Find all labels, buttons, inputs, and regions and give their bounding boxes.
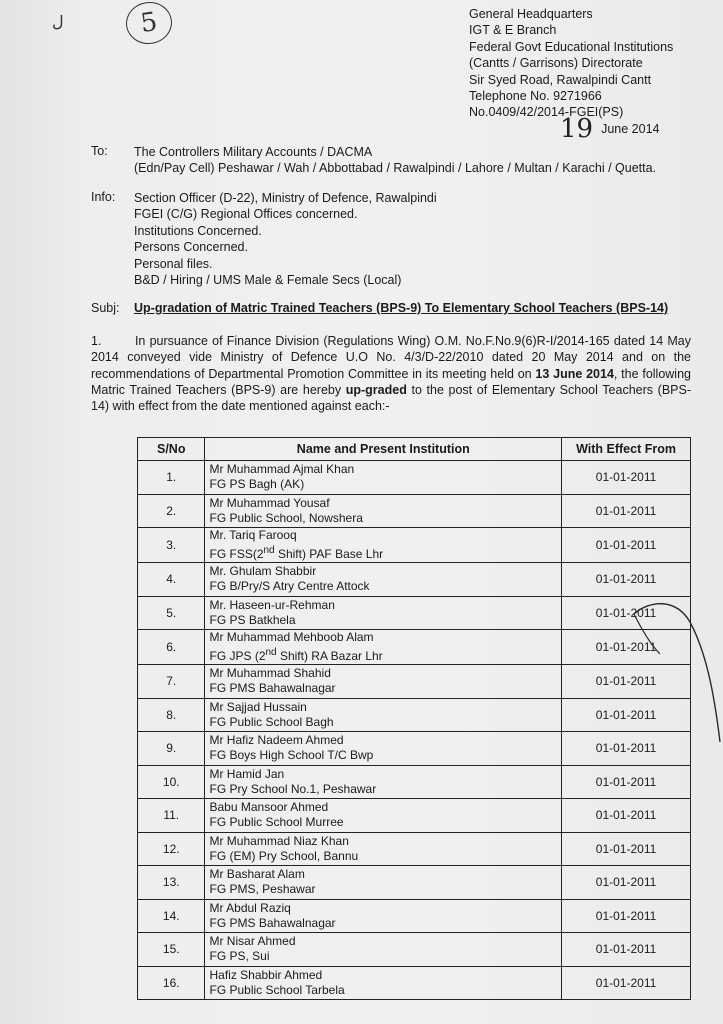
paragraph-text: In pursuance of Finance Division (Regulations Wing) O.M. No.F.No.9(6)R-I/2014-165 dated 14 May 2014 conveyed vide Ministry of Defence U.O No. 4/3/D-22/2010 dated 20 May 2014 and on the recommendations of Departmental Promotion Committee in its meeting held on [91,334,691,381]
table-row [138,596,691,630]
institution: FG JPS (2nd Shift) RA Bazar Lhr [209,647,383,663]
row-effect-date: 01-01-2011 [562,563,691,597]
row-sno: 1. [138,461,205,495]
institution: FG PS Batkhela [209,612,296,627]
letterhead-line: IGT & E Branch [469,23,557,38]
institution: FG PS Bagh (AK) [209,477,305,492]
row-name-institution [205,966,562,1000]
info-line: Personal files. [134,256,213,271]
institution: FG PMS Bahawalnagar [209,681,336,696]
row-effect-date: 01-01-2011 [562,665,691,699]
row-sno: 5. [138,596,205,630]
institution: FG Public School Murree [209,815,344,830]
teacher-name: Mr Sajjad Hussain [209,699,307,714]
paragraph-text: , the following Matric Trained Teachers (BPS-9) are hereby [91,366,691,397]
table-row [138,528,691,563]
row-sno: 2. [138,494,205,528]
row-sno: 13. [138,866,205,900]
paragraph-number: 1. [91,334,102,348]
row-name-institution [205,866,562,900]
teacher-name: Mr. Ghulam Shabbir [209,564,317,579]
row-effect-date: 01-01-2011 [562,966,691,1000]
row-name-institution [205,596,562,630]
header-sno: S/No [138,438,205,461]
row-sno: 9. [138,732,205,766]
to-line: (Edn/Pay Cell) Peshawar / Wah / Abbottabad / Rawalpindi / Lahore / Multan / Karachi / Quetta. [134,161,657,176]
row-name-institution [205,528,562,563]
table-row [138,899,691,933]
subject-label: Subj: [91,301,120,315]
table-row [138,461,691,495]
to-line: The Controllers Military Accounts / DACMA [134,145,373,159]
row-name-institution [205,799,562,833]
row-name-institution [205,563,562,597]
teacher-name: Mr Muhammad Mehboob Alam [209,630,374,644]
row-sno: 7. [138,665,205,699]
teacher-name: Mr Hafiz Nadeem Ahmed [209,733,344,748]
row-effect-date: 01-01-2011 [562,494,691,528]
row-sno: 8. [138,698,205,732]
row-sno: 12. [138,832,205,866]
paragraph-text: to the post of Elementary School Teachers (BPS-14) with effect from the date mentioned against each:- [91,382,691,414]
handwritten-scribble: ل [52,14,64,31]
teacher-name: Mr Abdul Raziq [209,900,291,915]
institution: FG Pry School No.1, Peshawar [209,781,377,796]
teacher-name: Mr. Haseen-ur-Rehman [209,597,335,612]
row-effect-date: 01-01-2011 [562,596,691,630]
teacher-name: Mr Muhammad Niaz Khan [209,833,349,848]
upgraded-word: up-graded [345,382,407,397]
row-sno: 15. [138,933,205,967]
institution: FG PMS Bahawalnagar [209,915,336,930]
row-sno: 10. [138,765,205,799]
institution: FG Boys High School T/C Bwp [209,748,374,763]
subject-text: Up-gradation of Matric Trained Teachers (BPS-9) To Elementary School Teachers (BPS-14) [134,301,669,315]
teacher-name: Mr Muhammad Ajmal Khan [209,462,355,477]
table-row [138,832,691,866]
header-name: Name and Present Institution [205,438,562,461]
institution: FG PS, Sui [209,949,270,964]
info-line: B&D / Hiring / UMS Male & Female Secs (Local) [134,273,402,288]
info-line: Institutions Concerned. [134,223,262,238]
row-effect-date: 01-01-2011 [562,528,691,563]
letterhead-line: Federal Govt Educational Institutions [469,39,674,54]
table-row [138,732,691,766]
teacher-name: Mr Muhammad Yousaf [209,495,330,510]
row-sno: 11. [138,799,205,833]
table-header-row [138,438,691,461]
row-sno: 3. [138,528,205,563]
row-name-institution [205,933,562,967]
institution: FG Public School Bagh [209,714,334,729]
row-effect-date: 01-01-2011 [562,899,691,933]
table-row [138,765,691,799]
handwritten-pen-stroke [628,596,723,746]
table-row [138,799,691,833]
row-effect-date: 01-01-2011 [562,732,691,766]
table-row [138,933,691,967]
teacher-name: Mr. Tariq Farooq [209,528,297,542]
row-effect-date: 01-01-2011 [562,933,691,967]
teacher-name: Babu Mansoor Ahmed [209,800,329,815]
teachers-table [137,437,691,1000]
info-recipients [134,190,437,288]
table-row [138,966,691,1000]
institution: FG Public School, Nowshera [209,510,363,525]
info-label: Info: [91,190,116,204]
body-paragraph [91,333,691,414]
row-effect-date: 01-01-2011 [562,832,691,866]
institution: FG Public School Tarbela [209,982,345,997]
teacher-name: Mr Muhammad Shahid [209,666,331,681]
teacher-name: Mr Basharat Alam [209,867,305,882]
letterhead-line: Sir Syed Road, Rawalpindi Cantt [469,72,652,87]
institution: FG B/Pry/S Atry Centre Attock [209,579,370,594]
to-addressee [134,144,656,177]
circled-page-number: 5 [123,0,174,47]
info-line: Section Officer (D-22), Ministry of Defence, Rawalpindi [134,191,437,205]
letterhead-line: General Headquarters [469,7,593,21]
teacher-name: Hafiz Shabbir Ahmed [209,967,323,982]
row-name-institution [205,494,562,528]
row-name-institution [205,665,562,699]
row-name-institution [205,630,562,665]
handwritten-day: 19 [560,114,594,144]
to-label: To: [91,144,108,158]
table-row [138,494,691,528]
table-row [138,698,691,732]
table-row [138,630,691,665]
meeting-date: 13 June 2014 [535,366,614,381]
letterhead-line: Telephone No. 9271966 [469,89,602,104]
row-effect-date: 01-01-2011 [562,765,691,799]
row-sno: 14. [138,899,205,933]
row-effect-date: 01-01-2011 [562,461,691,495]
institution: FG (EM) Pry School, Bannu [209,848,359,863]
row-effect-date: 01-01-2011 [562,698,691,732]
row-name-institution [205,832,562,866]
table-row [138,866,691,900]
teacher-name: Mr Nisar Ahmed [209,934,296,949]
letterhead-line: (Cantts / Garrisons) Directorate [469,56,643,71]
table-row [138,665,691,699]
row-name-institution [205,732,562,766]
row-sno: 4. [138,563,205,597]
row-effect-date: 01-01-2011 [562,630,691,665]
info-line: Persons Concerned. [134,240,248,255]
reference-number: No.0409/42/2014-FGEI(PS) [469,105,624,120]
row-name-institution [205,461,562,495]
row-effect-date: 01-01-2011 [562,866,691,900]
row-name-institution [205,899,562,933]
row-name-institution [205,698,562,732]
row-effect-date: 01-01-2011 [562,799,691,833]
institution: FG FSS(2nd Shift) PAF Base Lhr [209,545,384,561]
row-sno: 6. [138,630,205,665]
teacher-name: Mr Hamid Jan [209,766,285,781]
table-row [138,563,691,597]
info-line: FGEI (C/G) Regional Offices concerned. [134,207,358,222]
header-effect: With Effect From [562,438,691,461]
date-month-year: June 2014 [601,122,660,136]
row-sno: 16. [138,966,205,1000]
letterhead [469,6,673,121]
row-name-institution [205,765,562,799]
letter-date [560,114,659,144]
institution: FG PMS, Peshawar [209,882,316,897]
